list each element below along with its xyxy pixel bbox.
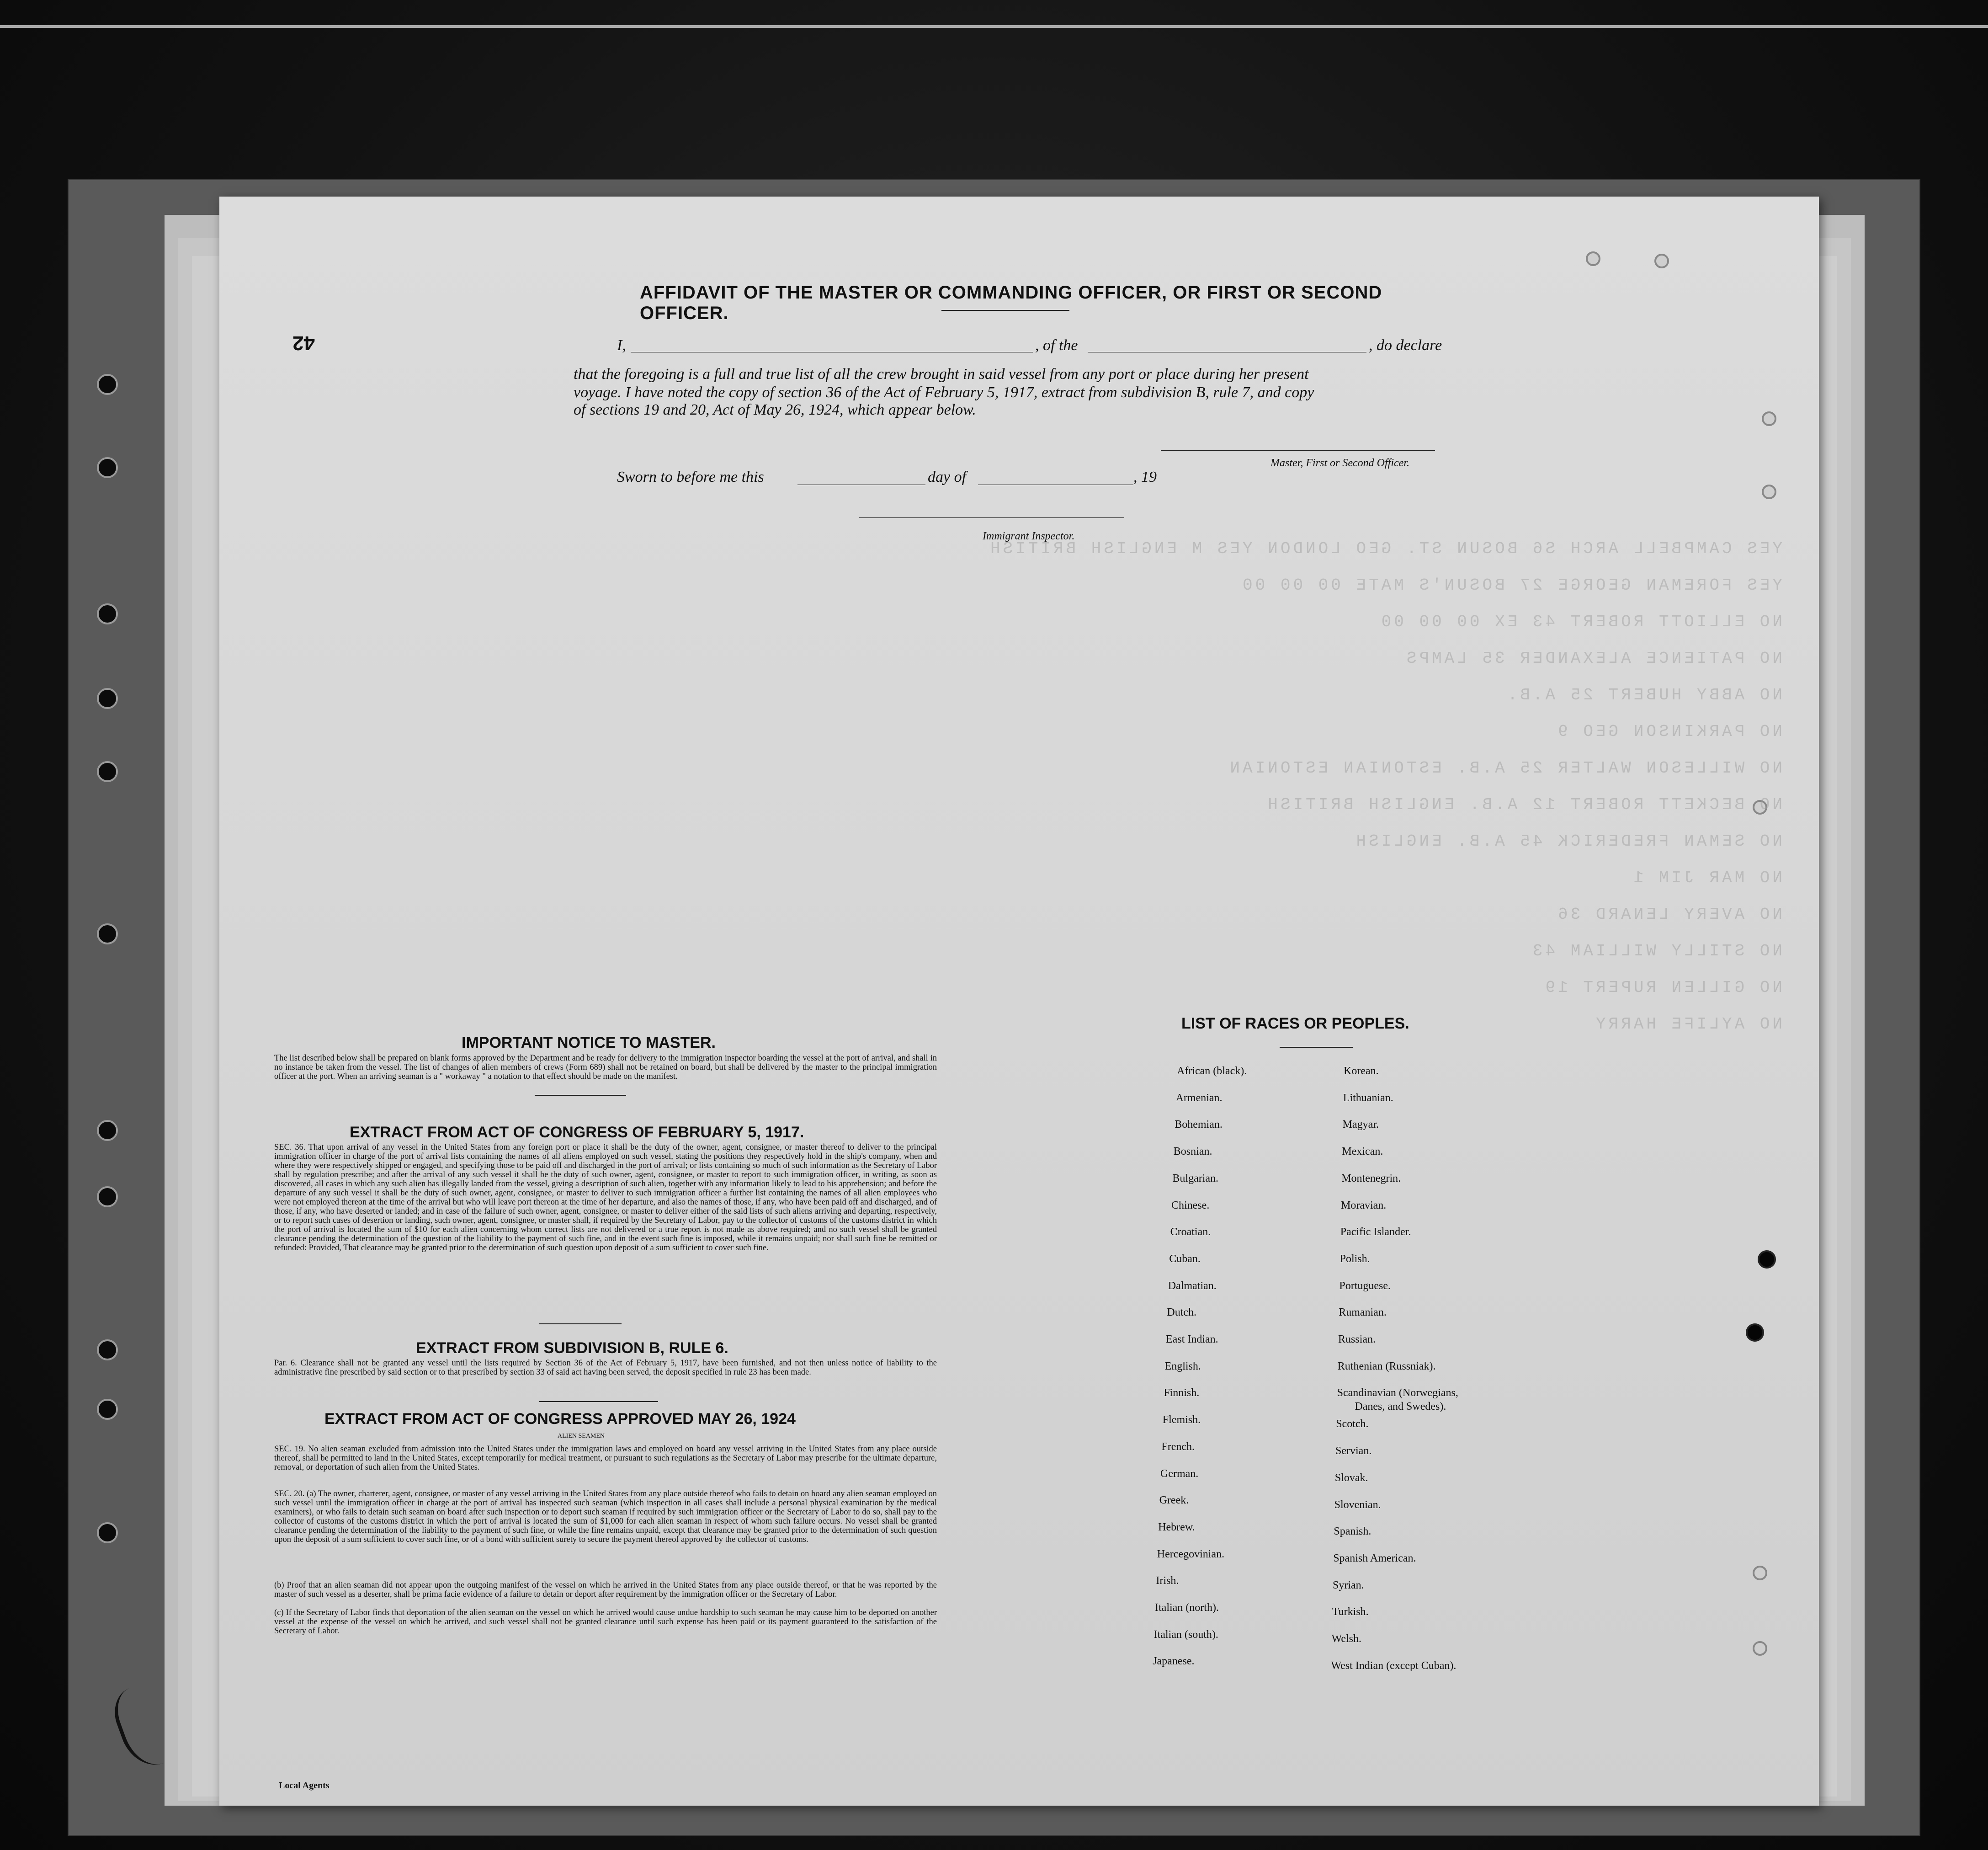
binder-hole xyxy=(97,457,118,478)
race-item: German. xyxy=(1160,1467,1199,1480)
race-item: Bosnian. xyxy=(1173,1146,1212,1158)
race-item: Portuguese. xyxy=(1339,1280,1391,1292)
race-item: Flemish. xyxy=(1162,1414,1201,1426)
race-item: Cuban. xyxy=(1169,1253,1201,1265)
sworn-before: Sworn to before me this xyxy=(617,469,764,485)
race-item: English. xyxy=(1164,1360,1201,1372)
race-item: Bohemian. xyxy=(1175,1119,1223,1131)
inspector-line xyxy=(859,517,1124,518)
day-of: day of xyxy=(928,469,967,485)
race-item: Hebrew. xyxy=(1158,1521,1195,1533)
race-item: Korean. xyxy=(1344,1065,1379,1077)
extract-1924-sec20c: (c) If the Secretary of Labor finds that deportation of the alien seaman on the vessel on which he arrived would cause undue hardship to such seaman he may cause him to be deported on another vessel at the expense of the vessel on which he arrived, and such vessel shall not be granted clearance until such expense has been paid or its payment guaranteed to the satisfaction of the Secretary of Labor. xyxy=(274,1608,937,1636)
extract-1924-sec20b: (b) Proof that an alien seaman did not appear upon the outgoing manifest of the vessel on which he arrived in the United States from any place outside thereof, or that he was reported by the master of such vessel as a deserter, shall be prima facie evidence of a failure to detain or deport after requirement by the immigration officer or the Secretary of Labor. xyxy=(274,1581,937,1599)
bleed-through-crew-list: YES CAMPBELL ARCH S6 BOSUN ST. GEO LONDON YES M ENGLISH BRITISH YES FOREMAN GEORGE 27 BOSUN'S MATE 00 00 00 NO ELLIOTT ROBERT 43 EX 00 00 00 NO PATIENCE ALEXANDER 35 LAMPS NO ABBY HUBERT 25 A.B. NO PARKINSON GEO 9 NO WILLESON WALTER 25 A.B. ESTONIAN ESTONIAN NO BECKETT ROBERT 12 A.B. ENGLISH BRITISH NO SEMAN FREDERICK 45 A.B. ENGLISH NO MAR JIM 1 NO AVERY LENARD 36 NO STILLY WILLIAM 43 NO GILLEN RUPERT 19 NO AYLIFE HARRY xyxy=(987,539,1782,1034)
affidavit-line1-i: I, xyxy=(617,337,626,354)
races-rule xyxy=(1280,1047,1353,1048)
race-item: Croatian. xyxy=(1170,1226,1211,1238)
race-item: Spanish. xyxy=(1334,1525,1371,1538)
affidavit-line1-of: , of the xyxy=(1035,337,1078,354)
race-item: Dalmatian. xyxy=(1168,1280,1217,1292)
race-item: Turkish. xyxy=(1332,1606,1369,1618)
race-item: Finnish. xyxy=(1164,1387,1200,1399)
affidavit-line2: that the foregoing is a full and true list of all the crew brought in said vessel from any port or place during her present xyxy=(574,366,1309,383)
race-item: Dutch. xyxy=(1167,1306,1197,1319)
race-item: Chinese. xyxy=(1171,1199,1210,1211)
race-item: Rumanian. xyxy=(1339,1306,1387,1319)
race-item: Syrian. xyxy=(1333,1579,1364,1591)
page-number: 42 xyxy=(292,332,315,354)
scanner-edge-line xyxy=(0,25,1988,28)
binder-hole xyxy=(97,688,118,709)
race-item: West Indian (except Cuban). xyxy=(1331,1659,1456,1672)
race-item: Hercegovinian. xyxy=(1157,1548,1225,1560)
master-label: Master, First or Second Officer. xyxy=(1270,457,1409,469)
race-item: Ruthenian (Russniak). xyxy=(1337,1360,1436,1372)
punch-hole xyxy=(1654,254,1669,268)
extract-1917-rule xyxy=(539,1323,622,1324)
binder-hole xyxy=(97,603,118,624)
binder-hole xyxy=(97,1399,118,1420)
race-item: Irish. xyxy=(1156,1575,1179,1587)
race-item: Scotch. xyxy=(1336,1418,1369,1430)
binder-hole xyxy=(97,923,118,944)
race-item: Greek. xyxy=(1159,1494,1189,1507)
binder-hole xyxy=(97,1120,118,1141)
extract-1924-title: EXTRACT FROM ACT OF CONGRESS APPROVED MAY 26, 1924 xyxy=(324,1410,796,1428)
race-item: Magyar. xyxy=(1342,1119,1379,1131)
binder-hole xyxy=(97,374,118,395)
affidavit-line3: voyage. I have noted the copy of section 36 of the Act of February 5, 1917, extract from subdivision B, rule 7, and copy xyxy=(574,384,1314,401)
race-item: Bulgarian. xyxy=(1172,1172,1219,1184)
punch-hole xyxy=(1762,485,1776,499)
rule6-title: EXTRACT FROM SUBDIVISION B, RULE 6. xyxy=(416,1339,728,1357)
binder-hole xyxy=(97,761,118,782)
extract-1917-title: EXTRACT FROM ACT OF CONGRESS OF FEBRUARY 5, 1917. xyxy=(350,1124,804,1141)
local-agents-label: Local Agents xyxy=(279,1781,330,1791)
race-item: Italian (south). xyxy=(1153,1628,1218,1641)
title-rule xyxy=(941,310,1069,311)
race-item: Welsh. xyxy=(1331,1633,1361,1645)
race-item: Pacific Islander. xyxy=(1340,1226,1411,1238)
extract-1924-sec20a: SEC. 20. (a) The owner, charterer, agent, consignee, or master of any vessel arriving in the United States from any place outside thereof who fails to detain on board any alien seaman employed on such vessel until the immigration officer in charge at the port of arrival has inspected such seaman (which inspection in all cases shall include a personal physical examination by the medical examiners), or who fails to detain such seaman on board after such inspection or to deport such seaman if required by such immigration officer or the Secretary of Labor to do so, shall pay to the collector of customs of the customs district in which the port of arrival is located the sum of $1,000 for each alien seaman in respect of whom such failure occurs. No vessel shall be granted clearance pending the determination of the liability to the payment of such fine, or while the fine remains unpaid, except that clearance may be granted prior to the determination of such question upon the deposit of a sum sufficient to cover such fine, or of a bond with sufficient surety to secure the payment thereof approved by the collector of customs. xyxy=(274,1489,937,1544)
affidavit-line4: of sections 19 and 20, Act of May 26, 1924, which appear below. xyxy=(574,401,976,418)
races-title: LIST OF RACES OR PEOPLES. xyxy=(1181,1015,1409,1032)
race-item: Russian. xyxy=(1338,1333,1376,1345)
rule6-text: Par. 6. Clearance shall not be granted any vessel until the lists required by Section 36 of the Act of February 5, 1917, have been furnished, and not then unless notice of liability to the administrative fine prescribed by said section or to that prescribed by section 33 of said act having been served, the deposit specified in rule 23 has been made. xyxy=(274,1359,937,1377)
race-item: Servian. xyxy=(1335,1445,1372,1457)
notice-title: IMPORTANT NOTICE TO MASTER. xyxy=(462,1034,716,1051)
race-item: Slovak. xyxy=(1334,1471,1368,1484)
extract-1924-subtitle: ALIEN SEAMEN xyxy=(558,1433,605,1439)
race-item: Armenian. xyxy=(1175,1092,1223,1104)
punch-hole xyxy=(1586,251,1600,266)
notice-rule xyxy=(535,1095,626,1096)
race-item: East Indian. xyxy=(1166,1333,1218,1345)
year-prefix: , 19 xyxy=(1133,469,1157,485)
race-item: Scandinavian (Norwegians, xyxy=(1337,1387,1458,1399)
race-item: Mexican. xyxy=(1342,1146,1383,1158)
rule6-rule xyxy=(539,1401,658,1402)
extract-1917-text: SEC. 36. That upon arrival of any vessel in the United States from any foreign port or place it shall be the duty of the owner, agent, consignee, or master thereof to deliver to the principal immigration officer in charge of the port of arrival lists containing the names of all aliens employed on such vessel, stating the positions they respectively hold in the ship's company, when and where they were respectively shipped or engaged, and specifying those to be paid off and discharged in the port of arrival; or lists containing so much of such information as the Secretary of Labor shall by regulation prescribe; and after the arrival of any such vessel it shall be the duty of such owner, agent, consignee, or master to report to such immigration officer, in writing, as soon as discovered, all cases in which any such alien has illegally landed from the vessel, giving a description of such alien, together with any information likely to lead to his apprehension; and before the departure of any such vessel it shall be the duty of such owner, agent, consignee, or master to deliver to such immigration officer a further list containing the names of all alien employees who were not employed thereon at the time of the arrival but who will leave port thereon at the time of her departure, and also the names of those, if any, who have been paid off and discharged, and of those, if any, who have deserted or landed; and in case of the failure of such owner, agent, consignee, or master to deliver either of the said lists of such aliens arriving and departing, respectively, or to report such cases of desertion or landing, such owner, agent, consignee, or master shall, if required by the Secretary of Labor, pay to the collector of customs of the customs district in which the port of arrival is located the sum of $10 for each alien concerning whom correct lists are not delivered or a true report is not made as above required; and no such vessel shall be granted clearance pending the determination of the question of the liability to the payment of such fine, and in the event such fine is imposed, while it remains unpaid; nor shall such fine be remitted or refunded: Provided, That clearance may be granted prior to the determination of such question upon deposit of a sum sufficient to cover such fine. xyxy=(274,1143,937,1253)
race-item: Polish. xyxy=(1340,1253,1370,1265)
binder-hole xyxy=(97,1339,118,1360)
affidavit-line1-declare: , do declare xyxy=(1369,337,1442,354)
race-item: African (black). xyxy=(1177,1065,1247,1077)
master-signature-line xyxy=(1161,450,1435,451)
race-item: Danes, and Swedes). xyxy=(1355,1401,1446,1413)
race-item: Moravian. xyxy=(1341,1199,1387,1211)
race-item: Spanish American. xyxy=(1333,1552,1416,1564)
extract-1924-sec19: SEC. 19. No alien seaman excluded from admission into the United States under the immigration laws and employed on board any vessel arriving in the United States from any place outside thereof, shall be permitted to land in the United States, except temporarily for medical treatment, or pursuant to such regulations as the Secretary of Labor may prescribe for the ultimate departure, removal, or deportation of such alien from the United States. xyxy=(274,1445,937,1472)
punch-hole xyxy=(1753,1641,1767,1656)
race-item: Lithuanian. xyxy=(1343,1092,1393,1104)
affidavit-title: AFFIDAVIT OF THE MASTER OR COMMANDING OFFICER, OR FIRST OR SECOND OFFICER. xyxy=(640,283,1382,323)
binder-hole xyxy=(97,1186,118,1207)
race-item: Slovenian. xyxy=(1334,1498,1381,1511)
notice-text: The list described below shall be prepared on blank forms approved by the Department and be ready for delivery to the immigration inspector boarding the vessel at the port of arrival, and shall in no instance be taken from the vessel. The list of changes of alien members of crews (Form 689) shall not be retained on board, but shall be delivered by the master to the principal immigration officer at the port. When an arriving seaman is a " workaway " a notation to that effect should be made on the manifest. xyxy=(274,1054,937,1081)
punch-hole xyxy=(1753,1566,1767,1580)
punch-hole xyxy=(1762,411,1776,426)
race-item: Montenegrin. xyxy=(1341,1172,1401,1184)
race-item: French. xyxy=(1161,1440,1195,1453)
race-item: Italian (north). xyxy=(1155,1602,1219,1614)
race-item: Japanese. xyxy=(1153,1655,1195,1668)
inspector-label: Immigrant Inspector. xyxy=(983,530,1075,542)
binder-hole xyxy=(97,1522,118,1543)
